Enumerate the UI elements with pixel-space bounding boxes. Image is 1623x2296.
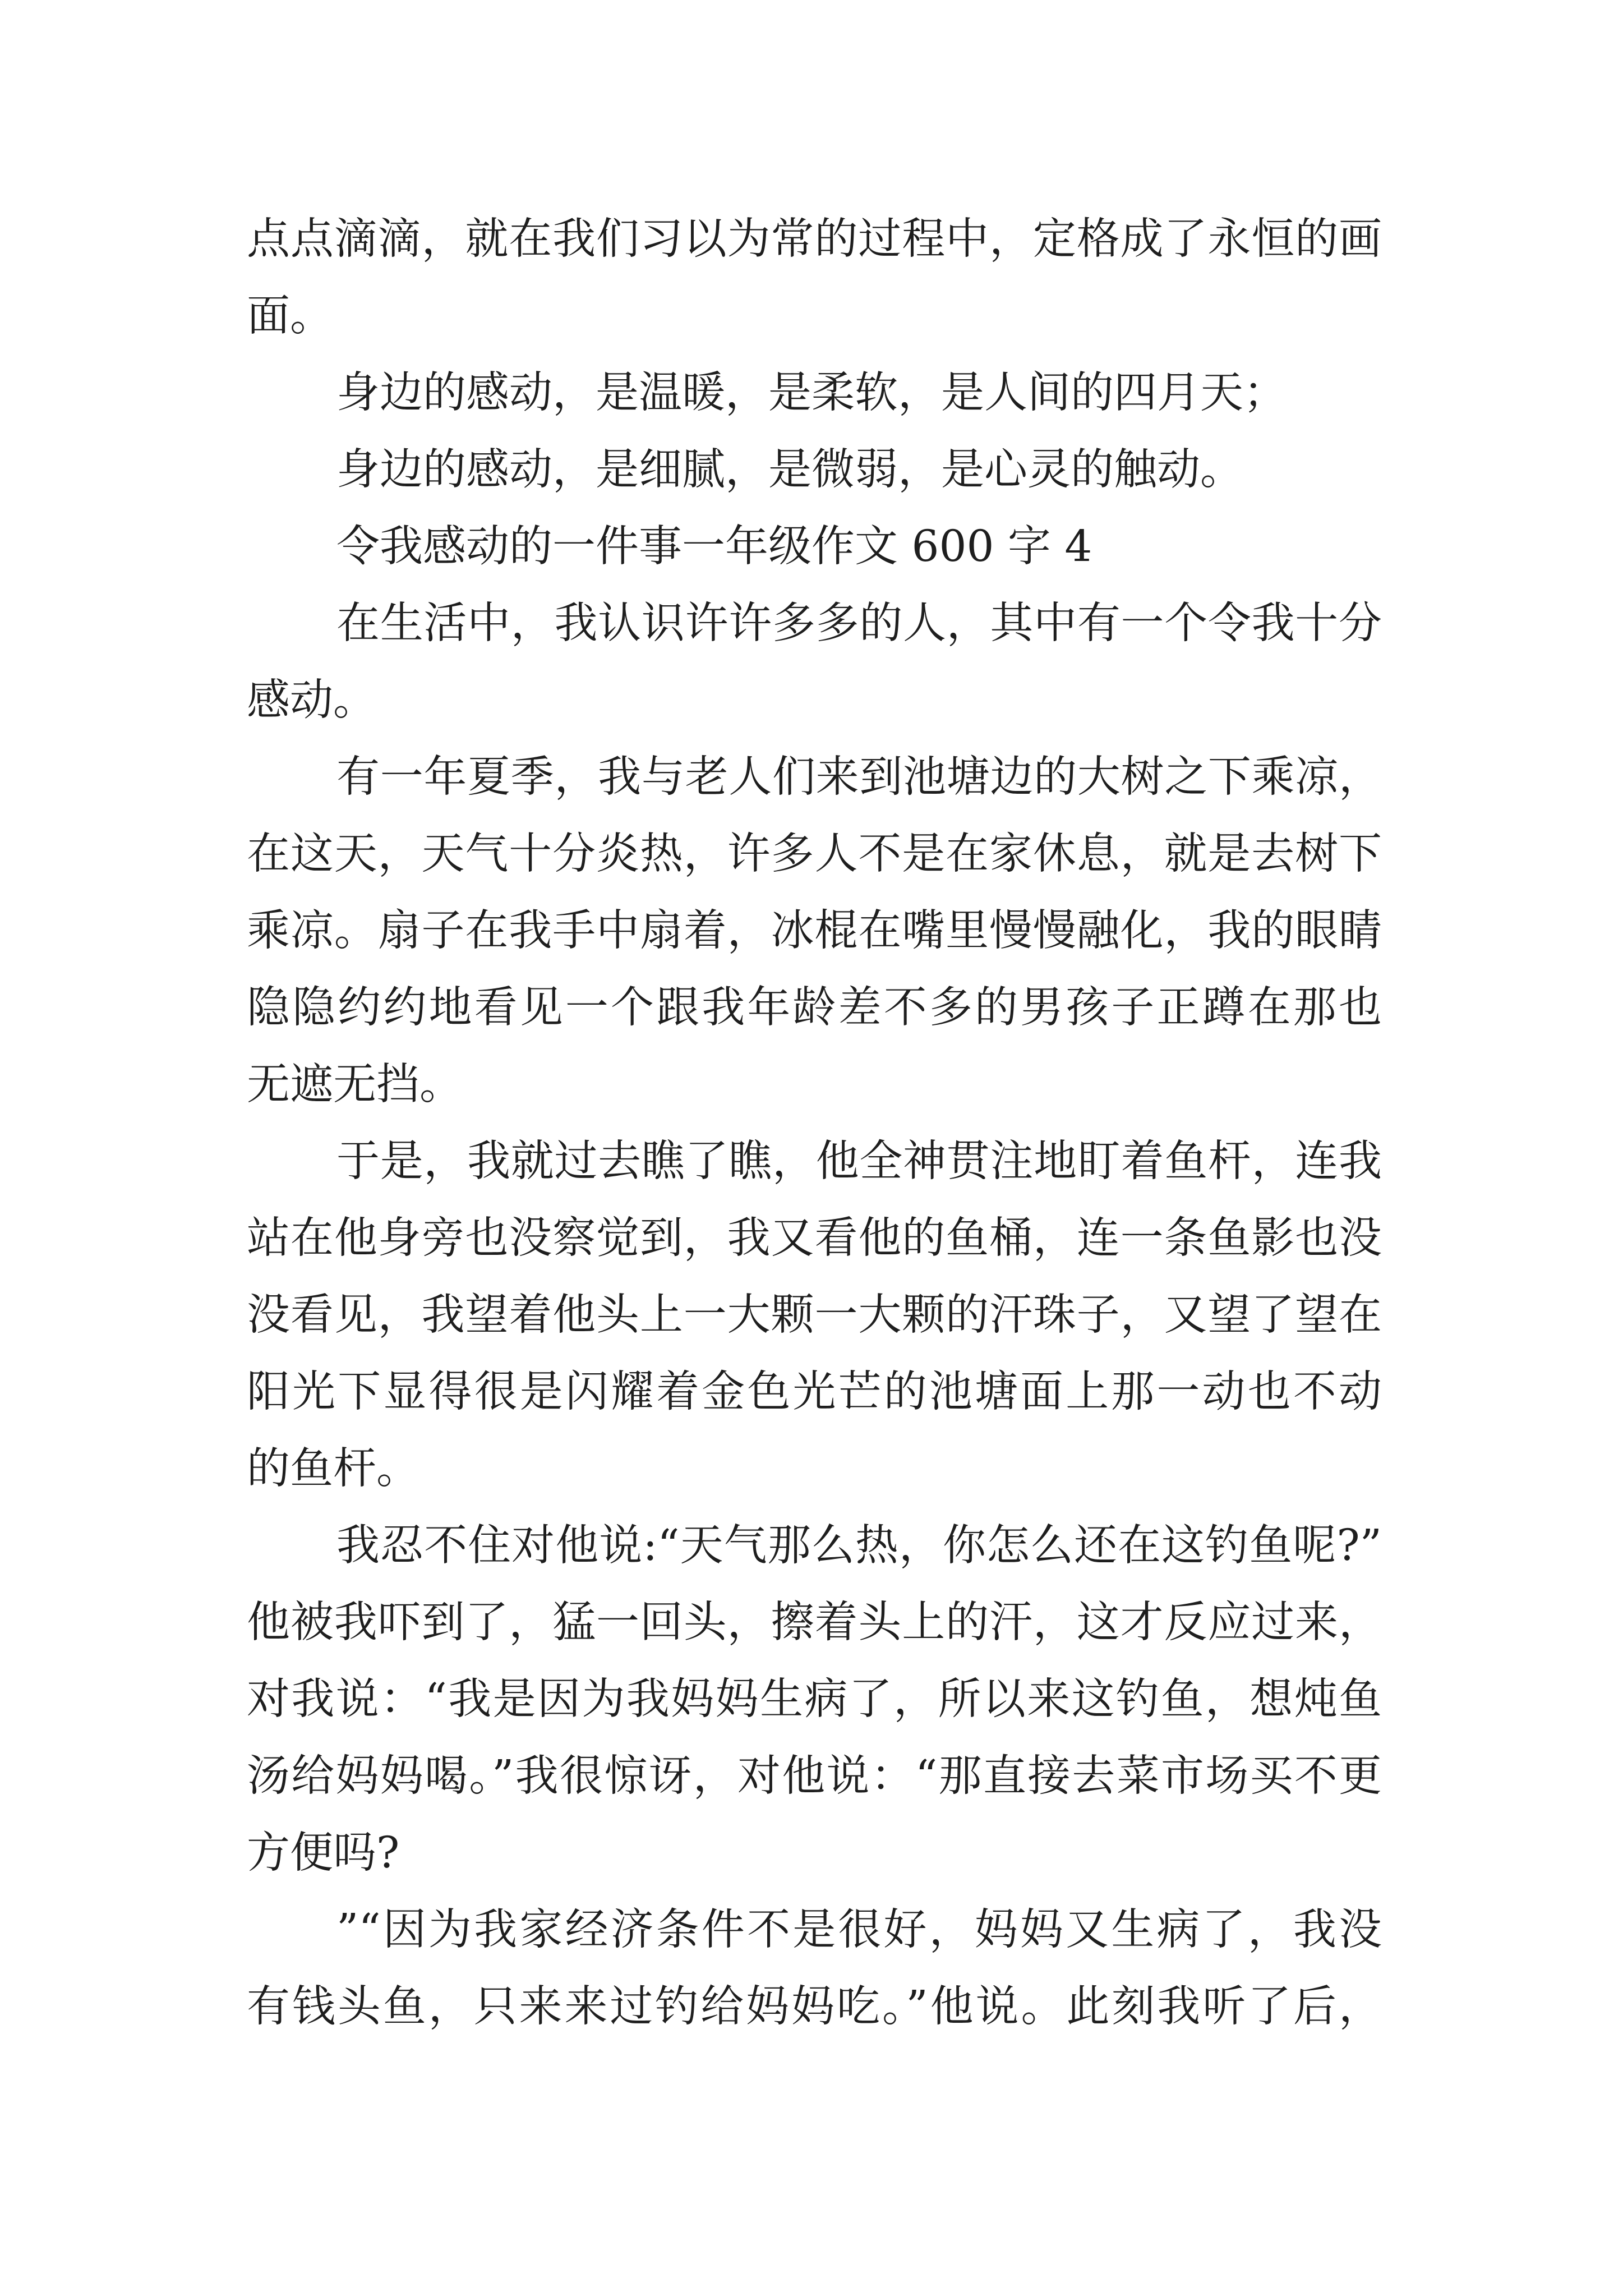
- text-line: 汤给妈妈喝。”我很惊讶，对他说：“那直接去菜市场买不更: [247, 1751, 1382, 1801]
- text-line: 在这天，天气十分炎热，许多人不是在家休息，就是去树下: [247, 829, 1382, 879]
- text-line: 我忍不住对他说:“天气那么热，你怎么还在这钓鱼呢?”: [336, 1521, 1382, 1571]
- essay-title: 令我感动的一件事一年级作文 600 字 4: [336, 522, 1092, 572]
- paragraph: [247, 201, 1382, 355]
- text-line: 对我说：“我是因为我妈妈生病了，所以来这钓鱼，想炖鱼: [247, 1674, 1382, 1724]
- text-line: 隐隐约约地看见一个跟我年龄差不多的男孩子正蹲在那也: [247, 983, 1382, 1033]
- text-line: 点点滴滴，就在我们习以为常的过程中，定格成了永恒的画: [247, 214, 1382, 264]
- text-line: 面。: [247, 291, 333, 341]
- text-line: 于是，我就过去瞧了瞧，他全神贯注地盯着鱼杆，连我: [336, 1137, 1382, 1186]
- text-line: 阳光下显得很是闪耀着金色光芒的池塘面上那一动也不动: [247, 1367, 1382, 1417]
- text-line: 身边的感动，是细腻，是微弱，是心灵的触动。: [336, 445, 1243, 495]
- text-line: 在生活中，我认识许许多多的人，其中有一个令我十分: [336, 599, 1382, 648]
- text-line: 乘凉。扇子在我手中扇着，冰棍在嘴里慢慢融化，我的眼睛: [247, 906, 1382, 956]
- text-line: 无遮无挡。: [247, 1060, 463, 1110]
- text-line: 他被我吓到了，猛一回头，擦着头上的汗，这才反应过来，: [247, 1598, 1382, 1648]
- text-line: 身边的感动，是温暖，是柔软，是人间的四月天；: [336, 368, 1287, 418]
- text-line: 方便吗?: [247, 1828, 400, 1878]
- text-line: 有钱头鱼，只来来过钓给妈妈吃。”他说。此刻我听了后，: [247, 1982, 1382, 2032]
- paragraph: [247, 355, 1382, 431]
- text-line: 有一年夏季，我与老人们来到池塘边的大树之下乘凉，: [336, 752, 1382, 802]
- text-line: 感动。: [247, 675, 376, 725]
- paragraph: [247, 1123, 1382, 1507]
- text-line: ”“因为我家经济条件不是很好，妈妈又生病了，我没: [336, 1905, 1382, 1955]
- paragraph: [247, 585, 1382, 739]
- document-body: [247, 201, 1382, 2045]
- paragraph: [247, 431, 1382, 508]
- paragraph: [247, 739, 1382, 1123]
- text-line: 的鱼杆。: [247, 1444, 419, 1494]
- paragraph: [247, 1892, 1382, 2045]
- paragraph: [247, 1507, 1382, 1892]
- text-line: 没看见，我望着他头上一大颗一大颗的汗珠子，又望了望在: [247, 1290, 1382, 1340]
- text-line: 站在他身旁也没察觉到，我又看他的鱼桶，连一条鱼影也没: [247, 1213, 1382, 1263]
